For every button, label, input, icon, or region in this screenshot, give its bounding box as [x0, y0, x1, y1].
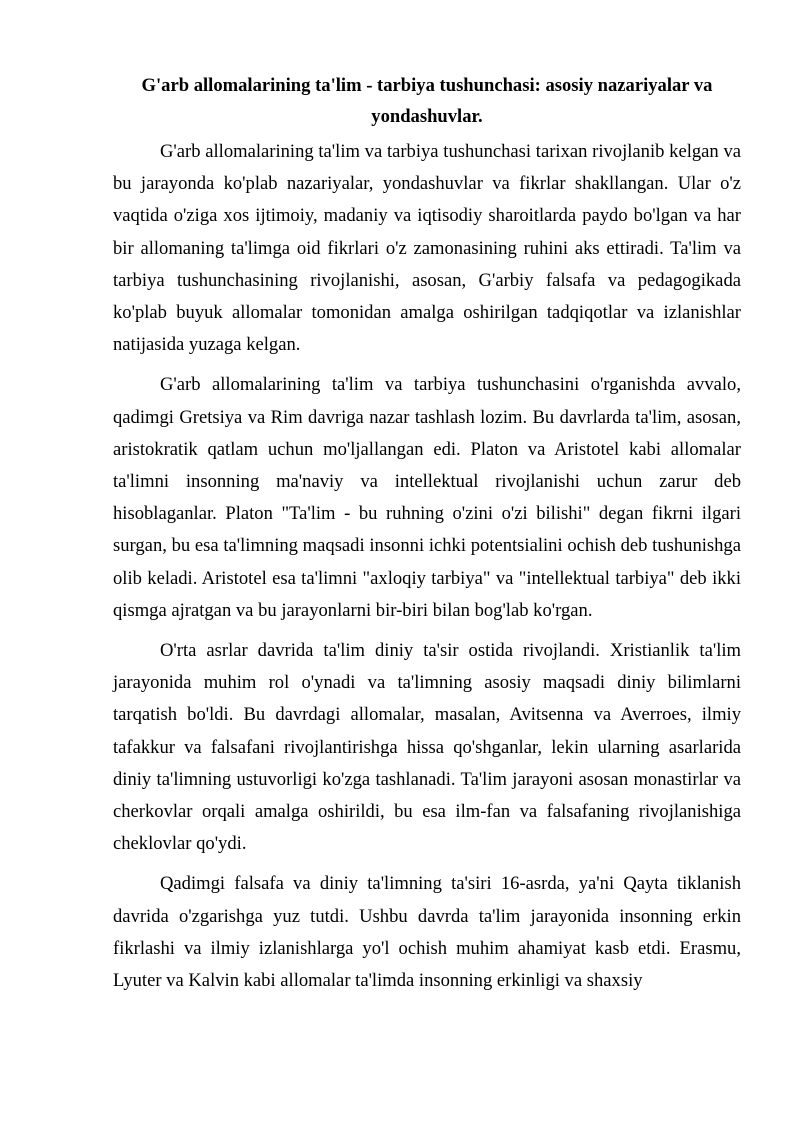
paragraph-1: G'arb allomalarining ta'lim va tarbiya tushunchasi tarixan rivojlanib kelgan va bu jarayonda ko'plab nazariyalar, yondashuvlar va fikrlar shakllangan. Ular o'z vaqtida o'ziga xos ijtimoiy, madaniy va iqtisodiy sharoitlarda paydo bo'lgan va har bir allomaning ta'limga oid fikrlari o'z zamonasining ruhini aks ettiradi. Ta'lim va tarbiya tushunchasining rivojlanishi, asosan, G'arbiy falsafa va pedagogikada ko'plab buyuk allomalar tomonidan amalga oshirilgan tadqiqotlar va izlanishlar natijasida yuzaga kelgan. [113, 141, 741, 356]
document-title: G'arb allomalarining ta'lim - tarbiya tushunchasi: asosiy nazariyalar va yondashuvlar. [141, 75, 713, 127]
document-page [113, 70, 741, 997]
paragraph-4: Qadimgi falsafa va diniy ta'limning ta'siri 16-asrda, ya'ni Qayta tiklanish davrida o'zgarishga yuz tutdi. Ushbu davrda ta'lim jarayonida insonning erkin fikrlashi va ilmiy izlanishlarga yo'l ochish muhim ahamiyat kasb etdi. Erasmu, Lyuter va Kalvin kabi allomalar ta'limda insonning erkinligi va shaxsiy [113, 873, 741, 992]
paragraph-3: O'rta asrlar davrida ta'lim diniy ta'sir ostida rivojlandi. Xristianlik ta'lim jarayonida muhim rol o'ynadi va ta'limning asosiy maqsadi diniy bilimlarni tarqatish bo'ldi. Bu davrdagi allomalar, masalan, Avitsenna va Averroes, ilmiy tafakkur va falsafani rivojlantirishga hissa qo'shganlar, lekin ularning asarlarida diniy ta'limning ustuvorligi ko'zga tashlanadi. Ta'lim jarayoni asosan monastirlar va cherkovlar orqali amalga oshirildi, bu esa ilm-fan va falsafaning rivojlanishiga cheklovlar qo'ydi. [113, 640, 741, 855]
paragraph-2: G'arb allomalarining ta'lim va tarbiya tushunchasini o'rganishda avvalo, qadimgi Gretsiya va Rim davriga nazar tashlash lozim. Bu davrlarda ta'lim, asosan, aristokratik qatlam uchun mo'ljallangan edi. Platon va Aristotel kabi allomalar ta'limni insonning ma'naviy va intellektual rivojlanishi uchun zarur deb hisoblaganlar. Platon "Ta'lim - bu ruhning o'zini o'zi bilishi" degan fikrni ilgari surgan, bu esa ta'limning maqsadi insonni ichki potentsialini ochish deb tushunishga olib keladi. Aristotel esa ta'limni "axloqiy tarbiya" va "intellektual tarbiya" deb ikki qismga ajratgan va bu jarayonlarni bir-biri bilan bog'lab ko'rgan. [113, 374, 741, 621]
